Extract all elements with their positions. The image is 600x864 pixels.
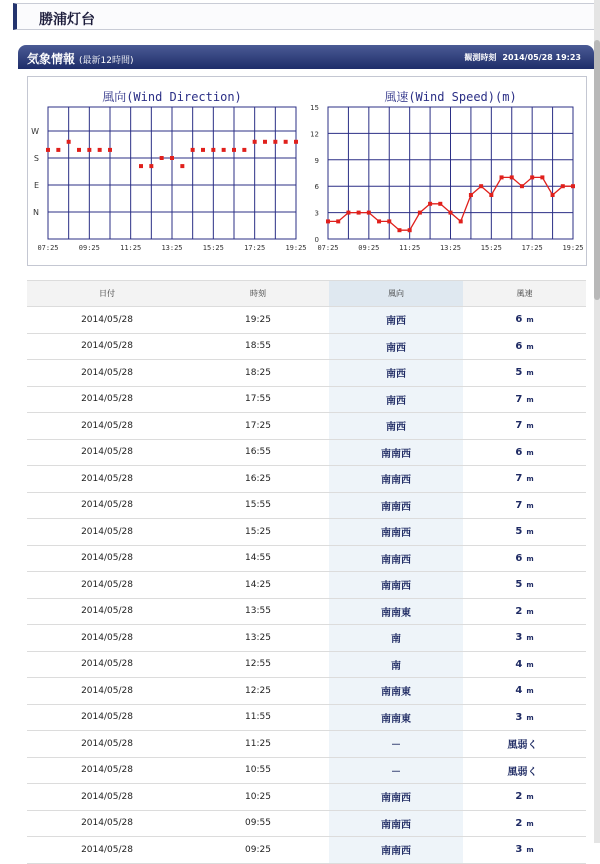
x-tick-label: 19:25 xyxy=(285,244,307,252)
cell-direction: 南南東 xyxy=(329,678,463,705)
chart-title: 風速(Wind Speed)(m) xyxy=(384,90,517,104)
cell-direction: 南南西 xyxy=(329,572,463,599)
observation-time-label: 観測時刻 xyxy=(464,53,497,62)
x-tick-label: 15:25 xyxy=(202,244,224,252)
speed-value: 6 xyxy=(515,446,523,458)
speed-unit: m xyxy=(526,793,534,802)
table-row xyxy=(27,307,586,334)
data-point xyxy=(469,193,473,197)
cell-time: 14:55 xyxy=(187,545,329,572)
data-point xyxy=(489,193,493,197)
cell-direction: 南南東 xyxy=(329,598,463,625)
data-point xyxy=(449,211,453,215)
cell-date: 2014/05/28 xyxy=(27,625,187,652)
table-row xyxy=(27,333,586,360)
chart-title: 風向(Wind Direction) xyxy=(102,90,242,104)
y-tick-label: 9 xyxy=(314,156,319,165)
cell-date: 2014/05/28 xyxy=(27,651,187,678)
table-row xyxy=(27,413,586,440)
table-row xyxy=(27,651,586,678)
cell-direction: 南南西 xyxy=(329,492,463,519)
cell-direction: 南西 xyxy=(329,307,463,334)
data-point xyxy=(87,148,91,152)
data-point xyxy=(367,211,371,215)
table-row xyxy=(27,757,586,784)
data-point xyxy=(201,148,205,152)
cell-speed xyxy=(463,598,586,625)
cell-speed xyxy=(463,545,586,572)
cell-speed xyxy=(463,651,586,678)
cell-direction: 南 xyxy=(329,651,463,678)
data-point xyxy=(56,148,60,152)
data-point xyxy=(551,193,555,197)
data-point xyxy=(377,219,381,223)
cell-direction: － xyxy=(329,731,463,758)
speed-value: 2 xyxy=(515,605,523,617)
speed-value: 4 xyxy=(515,685,523,697)
y-tick-label: N xyxy=(33,208,39,217)
speed-value: 3 xyxy=(515,632,523,644)
data-point xyxy=(408,228,412,232)
cell-time: 10:55 xyxy=(187,757,329,784)
speed-unit: m xyxy=(526,687,534,696)
cell-speed xyxy=(463,810,586,837)
table-row xyxy=(27,731,586,758)
table-row xyxy=(27,784,586,811)
weather-table xyxy=(27,280,586,864)
section-title-text: 気象情報 xyxy=(27,52,76,66)
table-row xyxy=(27,519,586,546)
cell-date: 2014/05/28 xyxy=(27,572,187,599)
section-title xyxy=(27,50,134,67)
speed-value: 7 xyxy=(515,499,523,511)
y-tick-label: 15 xyxy=(310,104,319,112)
data-point xyxy=(294,140,298,144)
y-tick-label: 0 xyxy=(314,236,319,244)
cell-speed xyxy=(463,704,586,731)
cell-direction: 南西 xyxy=(329,413,463,440)
speed-value: 7 xyxy=(515,393,523,405)
speed-unit: m xyxy=(526,342,534,351)
cell-time: 09:25 xyxy=(187,837,329,864)
data-point xyxy=(540,175,544,179)
speed-unit: m xyxy=(526,528,534,537)
data-point xyxy=(253,140,257,144)
x-tick-label: 09:25 xyxy=(358,244,380,252)
cell-date: 2014/05/28 xyxy=(27,466,187,493)
data-point xyxy=(357,211,361,215)
data-point xyxy=(263,140,267,144)
cell-time: 13:55 xyxy=(187,598,329,625)
cell-date: 2014/05/28 xyxy=(27,413,187,440)
cell-speed xyxy=(463,678,586,705)
data-point xyxy=(273,140,277,144)
data-point xyxy=(211,148,215,152)
speed-unit: m xyxy=(526,554,534,563)
data-point xyxy=(397,228,401,232)
cell-date: 2014/05/28 xyxy=(27,837,187,864)
x-tick-label: 13:25 xyxy=(161,244,183,252)
cell-date: 2014/05/28 xyxy=(27,519,187,546)
data-point xyxy=(67,140,71,144)
cell-date: 2014/05/28 xyxy=(27,307,187,334)
cell-speed xyxy=(463,333,586,360)
x-tick-label: 07:25 xyxy=(37,244,59,252)
data-point xyxy=(191,148,195,152)
data-point xyxy=(160,156,164,160)
data-point xyxy=(77,148,81,152)
page-scrollbar[interactable] xyxy=(594,0,600,843)
speed-unit: m xyxy=(526,475,534,484)
header-time: 時刻 xyxy=(187,281,329,307)
cell-time: 15:25 xyxy=(187,519,329,546)
data-point xyxy=(418,211,422,215)
speed-unit: m xyxy=(526,316,534,325)
speed-unit: m xyxy=(526,846,534,855)
weather-section-header xyxy=(18,45,594,69)
y-tick-label: W xyxy=(31,127,39,136)
data-point xyxy=(479,184,483,188)
cell-date: 2014/05/28 xyxy=(27,757,187,784)
speed-value: 3 xyxy=(515,844,523,856)
cell-time: 11:55 xyxy=(187,704,329,731)
cell-speed xyxy=(463,572,586,599)
speed-unit: m xyxy=(526,369,534,378)
cell-speed xyxy=(463,466,586,493)
x-tick-label: 09:25 xyxy=(78,244,100,252)
speed-unit: m xyxy=(526,422,534,431)
data-point xyxy=(284,140,288,144)
cell-speed xyxy=(463,625,586,652)
cell-direction: 南南西 xyxy=(329,837,463,864)
table-row xyxy=(27,386,586,413)
y-tick-label: S xyxy=(33,154,39,163)
cell-time: 15:55 xyxy=(187,492,329,519)
cell-time: 13:25 xyxy=(187,625,329,652)
header-date: 日付 xyxy=(27,281,187,307)
cell-time: 10:25 xyxy=(187,784,329,811)
table-row xyxy=(27,625,586,652)
header-speed: 風速 xyxy=(463,281,586,307)
x-tick-label: 07:25 xyxy=(317,244,339,252)
cell-direction: － xyxy=(329,757,463,784)
data-point xyxy=(242,148,246,152)
cell-speed xyxy=(463,519,586,546)
x-tick-label: 11:25 xyxy=(399,244,421,252)
x-tick-label: 13:25 xyxy=(439,244,462,252)
speed-value: 7 xyxy=(515,473,523,485)
cell-speed xyxy=(463,492,586,519)
speed-value: 風弱く xyxy=(507,740,538,752)
cell-time: 16:55 xyxy=(187,439,329,466)
table-row xyxy=(27,572,586,599)
data-point xyxy=(530,175,534,179)
cell-speed xyxy=(463,386,586,413)
speed-unit: m xyxy=(526,395,534,404)
cell-direction: 南西 xyxy=(329,333,463,360)
cell-direction: 南 xyxy=(329,625,463,652)
speed-value: 6 xyxy=(515,314,523,326)
speed-value: 7 xyxy=(515,420,523,432)
speed-value: 風弱く xyxy=(507,766,538,778)
cell-time: 09:55 xyxy=(187,810,329,837)
cell-time: 17:55 xyxy=(187,386,329,413)
speed-value: 5 xyxy=(515,367,523,379)
data-point xyxy=(346,211,350,215)
cell-time: 19:25 xyxy=(187,307,329,334)
speed-value: 6 xyxy=(515,552,523,564)
table-row xyxy=(27,837,586,864)
data-point xyxy=(336,219,340,223)
speed-value: 6 xyxy=(515,340,523,352)
table-row xyxy=(27,704,586,731)
cell-direction: 南南西 xyxy=(329,519,463,546)
data-point xyxy=(139,164,143,168)
header-direction: 風向 xyxy=(329,281,463,307)
speed-value: 4 xyxy=(515,658,523,670)
speed-unit: m xyxy=(526,660,534,669)
x-tick-label: 15:25 xyxy=(480,244,502,252)
table-row xyxy=(27,678,586,705)
cell-speed xyxy=(463,731,586,758)
table-row xyxy=(27,492,586,519)
cell-date: 2014/05/28 xyxy=(27,731,187,758)
cell-time: 16:25 xyxy=(187,466,329,493)
cell-time: 18:55 xyxy=(187,333,329,360)
table-header-row xyxy=(27,281,586,307)
table-row xyxy=(27,466,586,493)
speed-value: 2 xyxy=(515,791,523,803)
table-row xyxy=(27,439,586,466)
weather-charts-svg xyxy=(28,77,588,267)
cell-date: 2014/05/28 xyxy=(27,333,187,360)
data-point xyxy=(232,148,236,152)
data-point xyxy=(98,148,102,152)
speed-unit: m xyxy=(526,607,534,616)
cell-time: 17:25 xyxy=(187,413,329,440)
speed-value: 2 xyxy=(515,817,523,829)
data-point xyxy=(459,219,463,223)
observation-time xyxy=(464,52,581,63)
cell-direction: 南西 xyxy=(329,360,463,387)
data-point xyxy=(561,184,565,188)
speed-unit: m xyxy=(526,581,534,590)
data-point xyxy=(438,202,442,206)
data-point xyxy=(510,175,514,179)
speed-value: 5 xyxy=(515,579,523,591)
table-row xyxy=(27,360,586,387)
x-tick-label: 11:25 xyxy=(120,244,142,252)
cell-speed xyxy=(463,784,586,811)
data-point xyxy=(108,148,112,152)
cell-date: 2014/05/28 xyxy=(27,678,187,705)
cell-direction: 南南西 xyxy=(329,466,463,493)
cell-date: 2014/05/28 xyxy=(27,492,187,519)
data-point xyxy=(387,219,391,223)
cell-direction: 南南西 xyxy=(329,784,463,811)
cell-date: 2014/05/28 xyxy=(27,545,187,572)
page-title: 勝浦灯台 xyxy=(39,12,95,28)
data-point xyxy=(500,175,504,179)
cell-speed xyxy=(463,837,586,864)
cell-speed xyxy=(463,757,586,784)
y-tick-label: E xyxy=(33,181,39,190)
observation-time-value: 2014/05/28 19:23 xyxy=(502,53,581,62)
cell-date: 2014/05/28 xyxy=(27,784,187,811)
data-point xyxy=(170,156,174,160)
data-point xyxy=(46,148,50,152)
cell-time: 12:25 xyxy=(187,678,329,705)
cell-date: 2014/05/28 xyxy=(27,704,187,731)
cell-time: 14:25 xyxy=(187,572,329,599)
cell-time: 12:55 xyxy=(187,651,329,678)
table-row xyxy=(27,598,586,625)
speed-unit: m xyxy=(526,713,534,722)
cell-date: 2014/05/28 xyxy=(27,810,187,837)
speed-unit: m xyxy=(526,634,534,643)
data-point xyxy=(428,202,432,206)
speed-value: 3 xyxy=(515,711,523,723)
cell-speed xyxy=(463,439,586,466)
y-tick-label: 3 xyxy=(314,209,319,218)
cell-direction: 南南西 xyxy=(329,439,463,466)
x-tick-label: 19:25 xyxy=(562,244,584,252)
table-row xyxy=(27,545,586,572)
cell-time: 18:25 xyxy=(187,360,329,387)
cell-date: 2014/05/28 xyxy=(27,386,187,413)
data-point xyxy=(149,164,153,168)
cell-direction: 南南西 xyxy=(329,545,463,572)
cell-direction: 南南東 xyxy=(329,704,463,731)
data-point xyxy=(180,164,184,168)
speed-unit: m xyxy=(526,819,534,828)
cell-time: 11:25 xyxy=(187,731,329,758)
speed-unit: m xyxy=(526,501,534,510)
data-point xyxy=(326,219,330,223)
cell-speed xyxy=(463,413,586,440)
table-row xyxy=(27,810,586,837)
page-title-bar xyxy=(13,3,595,30)
x-tick-label: 17:25 xyxy=(244,244,266,252)
data-point xyxy=(520,184,524,188)
y-tick-label: 12 xyxy=(310,130,319,139)
cell-speed xyxy=(463,360,586,387)
cell-speed xyxy=(463,307,586,334)
cell-date: 2014/05/28 xyxy=(27,598,187,625)
data-point xyxy=(571,184,575,188)
section-subtitle: (最新12時間) xyxy=(79,56,134,66)
speed-unit: m xyxy=(526,448,534,457)
charts-panel xyxy=(27,76,587,266)
cell-date: 2014/05/28 xyxy=(27,360,187,387)
scrollbar-thumb[interactable] xyxy=(594,40,600,300)
cell-direction: 南西 xyxy=(329,386,463,413)
x-tick-label: 17:25 xyxy=(521,244,543,252)
data-point xyxy=(222,148,226,152)
cell-direction: 南南西 xyxy=(329,810,463,837)
y-tick-label: 6 xyxy=(314,183,319,192)
cell-date: 2014/05/28 xyxy=(27,439,187,466)
speed-value: 5 xyxy=(515,526,523,538)
